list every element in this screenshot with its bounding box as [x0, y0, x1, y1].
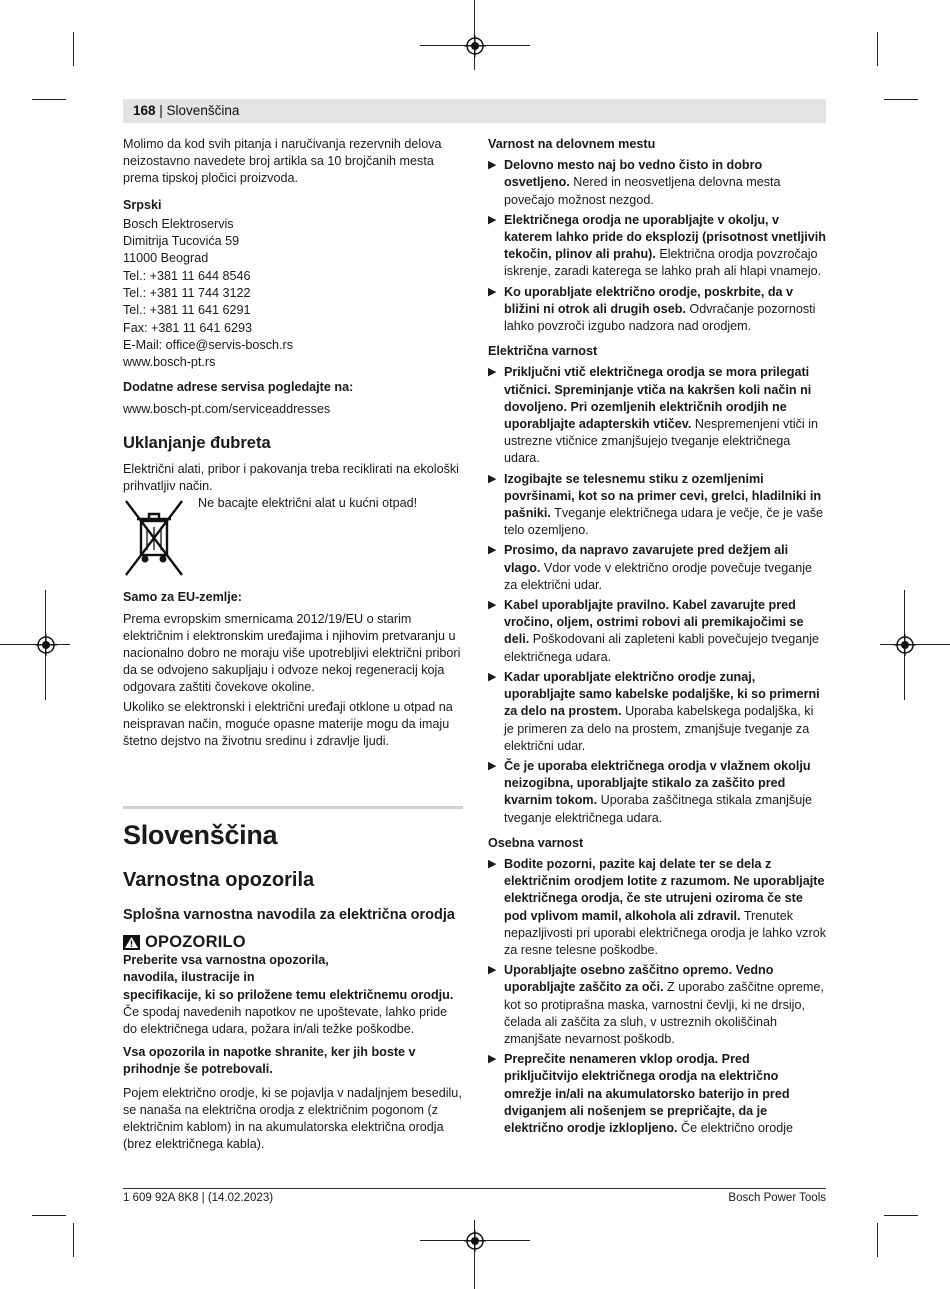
item-bold: Prosimo, da napravo zavarujete pred dežjem ali vlago. — [504, 543, 789, 575]
address-line: Tel.: +381 11 744 3122 — [123, 286, 251, 300]
item-bold: Izogibajte se telesnemu stiku z ozemljenimi površinami, kot so na primer cevi, grelci, hladilniki in pašniki. — [504, 471, 822, 521]
item-text: Trenutek nepazljivosti pri uporabi električnega orodja je lahko vzrok za resne telesne poškodbe. — [504, 908, 827, 957]
keep-instructions: Vsa opozorila in napotke shranite, ker jih boste v prihodnje še potrebovali. — [123, 1045, 416, 1077]
item-bold: Električnega orodja ne uporabljajte v okolju, v katerem lahko pride do eksplozij (prisotnost vnetljivih tekočin, plinov ali prahu). — [504, 212, 826, 262]
item-bold: Ko uporabljate električno orodje, poskrbite, da v bližini ni otrok ali drugih oseb. — [504, 284, 794, 316]
electrical-heading: Električna varnost — [488, 344, 598, 359]
list-item — [488, 758, 826, 827]
eu-heading: Samo za EU-zemlje: — [123, 590, 242, 605]
list-item — [488, 962, 826, 1048]
list-item — [488, 1051, 826, 1137]
left-column — [123, 136, 463, 1159]
footer-brand: Bosch Power Tools — [728, 1192, 826, 1204]
section-rule — [123, 806, 463, 809]
bullet-arrow-icon: ▶ — [488, 159, 497, 172]
warning-paragraph — [123, 987, 463, 1039]
list-item — [488, 542, 826, 594]
bullet-arrow-icon: ▶ — [488, 285, 497, 298]
disposal-text: Električni alati, pribor i pakovanja treba reciklirati na ekološki prihvatljiv način. — [123, 461, 459, 494]
item-bold: Kabel uporabljajte pravilno. Kabel zavarujte pred vročino, oljem, ostrimi robovi ali premikajočimi se deli. — [504, 598, 804, 647]
bullet-arrow-icon: ▶ — [488, 670, 497, 683]
list-item — [488, 669, 826, 755]
personal-list — [488, 856, 826, 1137]
warning-label-text: OPOZORILO — [145, 933, 246, 952]
address-line: 11000 Beograd — [123, 251, 209, 266]
item-bold: Če je uporaba električnega orodja v vlažnem okolju neizogibna, uporabljajte stikalo za zaščito pred kvarnim tokom. — [504, 758, 811, 808]
crop-mark — [884, 99, 918, 100]
page-header: 168 | Slovenščina — [133, 103, 240, 118]
warning-triangle-icon — [123, 935, 140, 950]
item-text: Če električno orodje — [677, 1120, 794, 1135]
eu-paragraph-1: Prema evropskim smernicama 2012/19/EU o starim električnim i elektronskim uređajima i njihovim pretvaranju u nacionalno dobro ne moraju više upotrebljivi električni pribori da se odvojeno sakupljaju i odvoze nekoj regeneracij koja odgovara zaštiti čovekove okoline. — [123, 611, 461, 695]
item-bold: Uporabljajte osebno zaščitno opremo. Vedno uporabljajte zaščito za oči. — [504, 963, 774, 995]
list-item — [488, 157, 826, 209]
personal-heading: Osebna varnost — [488, 835, 584, 850]
item-text: Tveganje električnega udara je večje, če je vaše telo ozemljeno. — [504, 506, 823, 538]
item-bold: Preprečite nenameren vklop orodja. Pred priključitvijo električnega orodja na električno omrežje in/ali na akumulatorsko baterijo in pred dviganjem ali nošenjem se prepričajte, da je električno orodje izklopljeno. — [504, 1052, 790, 1135]
registration-mark-icon — [894, 634, 916, 656]
weee-row — [123, 495, 463, 579]
bullet-arrow-icon: ▶ — [488, 366, 497, 379]
bullet-arrow-icon: ▶ — [488, 472, 497, 485]
footer-doc-id: 1 609 92A 8K8 | (14.02.2023) — [123, 1192, 274, 1204]
warning-block — [123, 932, 463, 1038]
header-section: Slovenščina — [166, 103, 240, 118]
item-text: Odvračanje pozornosti lahko povzroči izgubo nadzora nad orodjem. — [504, 301, 816, 334]
crossed-out-bin-icon — [123, 495, 185, 579]
address-line: Tel.: +381 11 641 6291 — [123, 303, 251, 318]
disposal-warning: Ne bacajte električni alat u kućni otpad! — [198, 496, 418, 511]
more-addresses-url: www.bosch-pt.com/serviceaddresses — [123, 401, 331, 416]
list-item — [488, 364, 826, 467]
list-item — [488, 597, 826, 666]
crop-mark — [32, 99, 66, 100]
warning-lead-cont: specifikacije, ki so priložene temu električnemu orodju. — [123, 987, 454, 1002]
workplace-heading: Varnost na delovnem mestu — [488, 137, 656, 151]
list-item — [488, 284, 826, 336]
item-text: Nespremenjeni vtiči in ustrezne vtičnice zmanjšujejo tveganje električnega udara. — [504, 417, 819, 466]
list-item — [488, 856, 826, 959]
srpski-heading: Srpski — [123, 197, 162, 212]
intro-paragraph: Molimo da kod svih pitanja i naručivanja rezervnih delova neizostavno navedete broj artikla sa 10 brojčanih mesta prema tipskoj pločici proizvoda. — [123, 137, 442, 186]
address-block — [123, 216, 463, 372]
bullet-arrow-icon: ▶ — [488, 1053, 497, 1066]
bullet-arrow-icon: ▶ — [488, 857, 497, 870]
warning-lead: Preberite vsa varnostna opozorila, navodila, ilustracije in — [123, 953, 329, 985]
bullet-arrow-icon: ▶ — [488, 599, 497, 612]
item-text: Električna orodja povzročajo iskrenje, zaradi katerega se lahko prah ali hlapi vnamejo. — [504, 247, 822, 279]
crop-mark — [884, 1215, 918, 1216]
item-text: Uporaba zaščitnega stikala zmanjšuje tveganje električnega udara. — [504, 793, 812, 825]
safety-title: Varnostna opozorila — [123, 869, 315, 892]
registration-mark-icon — [464, 1230, 486, 1252]
language-title: Slovenščina — [123, 820, 278, 851]
item-bold: Bodite pozorni, pazite kaj delate ter se dela z električnim orodjem lotite z razumom. Ne uporabljajte električnega orodja, če ste utrujeni oziroma če ste pod vplivom mamil, alkohola ali zdravil. — [504, 856, 825, 923]
warning-rest: Če spodaj navedenih napotkov ne upoštevate, lahko pride do električnega udara, požara in/ali težke poškodbe. — [123, 1004, 448, 1036]
disposal-heading: Uklanjanje đubreta — [123, 433, 271, 452]
list-item — [488, 212, 826, 281]
electrical-list — [488, 364, 826, 826]
item-text: Uporaba kabelskega podaljška, ki je primeren za delo na prostem, zmanjšuje tveganje za električni udar. — [504, 704, 814, 753]
page-number: 168 — [133, 103, 156, 118]
address-line: Fax: +381 11 641 6293 — [123, 320, 252, 335]
address-line: www.bosch-pt.rs — [123, 355, 216, 370]
crop-mark — [877, 1223, 878, 1257]
right-column — [488, 136, 826, 1140]
eu-paragraph-2: Ukoliko se elektronski i električni uređaji otklone u otpad na neispravan način, moguće opasne materije mogu da imaju štetno dejstvo na životnu sredinu i zdravlje ljudi. — [123, 699, 453, 748]
crop-mark — [73, 32, 74, 66]
more-addresses-heading: Dodatne adrese servisa pogledajte na: — [123, 380, 354, 395]
item-bold: Priključni vtič električnega orodja se mora prilegati vtičnici. Spreminjanje vtiča na kakršen koli način ni dovoljeno. Pri ozemljenih električnih orodjih ne uporabljajte adapterskih vtičev. — [504, 365, 812, 432]
crop-mark — [877, 32, 878, 66]
address-line: Bosch Elektroservis — [123, 216, 234, 231]
footer-rule — [123, 1188, 826, 1189]
registration-mark-icon — [35, 634, 57, 656]
address-line: Dimitrija Tucovića 59 — [123, 234, 240, 249]
bullet-arrow-icon: ▶ — [488, 213, 497, 226]
registration-mark-icon — [464, 35, 486, 57]
workplace-list — [488, 157, 826, 335]
bullet-arrow-icon: ▶ — [488, 759, 497, 772]
item-text: Poškodovani ali zapleteni kabli povečujejo tveganje električnega udara. — [504, 632, 820, 664]
item-text: Nered in neosvetljena delovna mesta povečajo možnost nezgod. — [504, 175, 781, 207]
address-line: E-Mail: office@servis-bosch.rs — [123, 337, 294, 352]
bullet-arrow-icon: ▶ — [488, 964, 497, 977]
item-text: Vdor vode v električno orodje povečuje tveganje za električni udar. — [504, 560, 813, 592]
warning-label — [123, 932, 246, 952]
crop-mark — [32, 1215, 66, 1216]
crop-mark — [73, 1223, 74, 1257]
address-line: Tel.: +381 11 644 8546 — [123, 268, 251, 283]
list-item — [488, 471, 826, 540]
item-text: Z uporabo zaščitne opreme, kot so protiprašna maska, varnostni čevlji, ki ne drsijo, čelada ali zaščita za sluh, v ustreznih okoliščinah zmanjšate nevarnost poškodb. — [504, 980, 824, 1046]
item-bold: Delovno mesto naj bo vedno čisto in dobro osvetljeno. — [504, 158, 763, 190]
bullet-arrow-icon: ▶ — [488, 544, 497, 557]
general-safety-title: Splošna varnostna navodila za električna orodja — [123, 907, 455, 924]
term-definition: Pojem električno orodje, ki se pojavlja v nadaljnjem besedilu, se nanaša na električna orodja z električnim pogonom (z električnim kablom) in na akumulatorska električna orodja (brez električnega kabla). — [123, 1085, 462, 1152]
item-bold: Kadar uporabljate električno orodje zunaj, uporabljajte samo kabelske podaljške, ki so primerni za delo na prostem. — [504, 669, 820, 719]
